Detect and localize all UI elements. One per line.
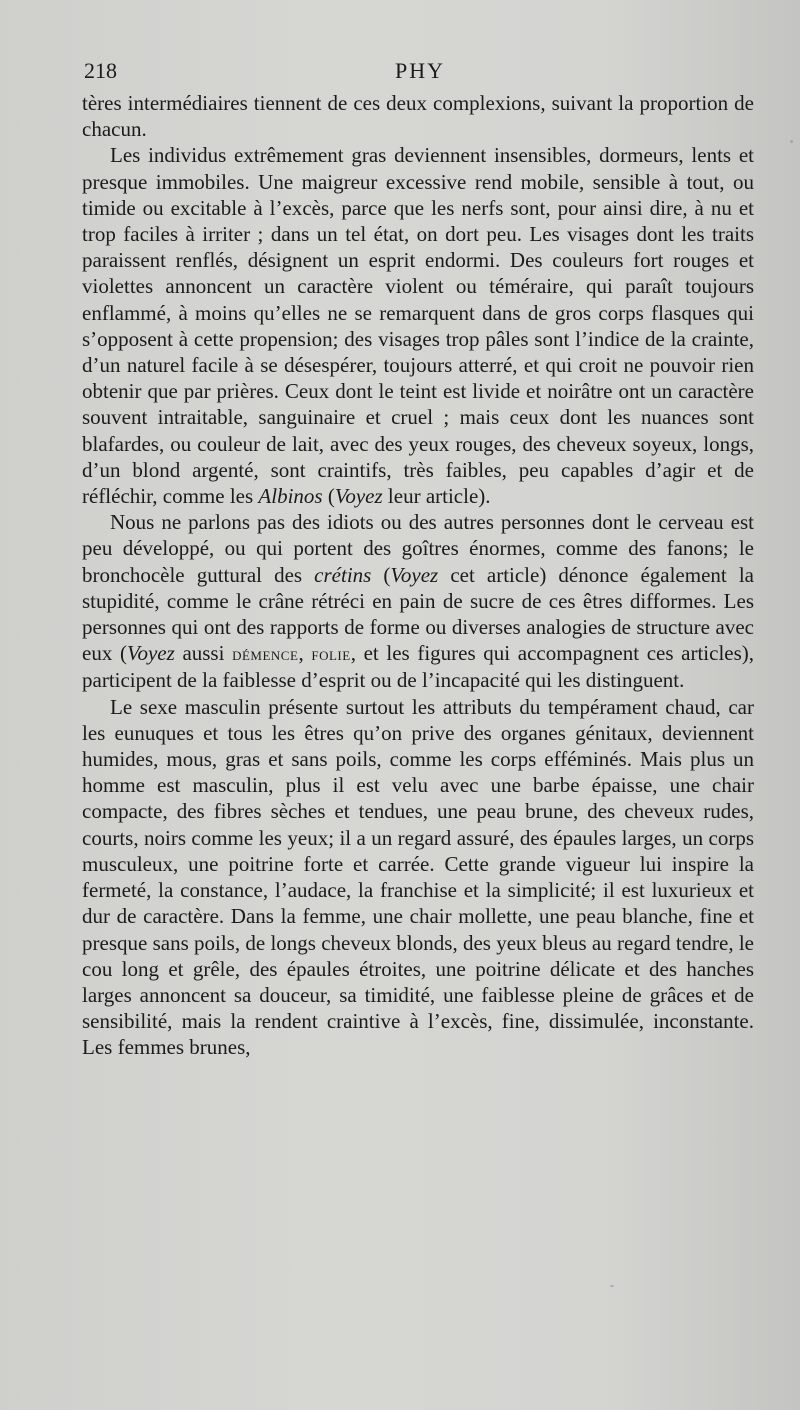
paper-speck [610, 1285, 614, 1287]
small-caps-text: démence [232, 644, 299, 665]
italic-text: Voyez [390, 562, 439, 587]
italic-text: Voyez [334, 484, 383, 509]
paragraph-text: , [298, 641, 312, 666]
paragraph-text: tères intermédiaires tiennent de ces deux complexions, suivant la proportion de chacun. [82, 91, 754, 142]
paragraph-text: cet article) dénonce également la stupidité, comme le crâne rétréci en pain de sucre de ces êtres difformes. Les personnes qui ont des rapports de forme ou diverses analogies de structure avec eux ( [82, 562, 754, 666]
page-number: 218 [84, 58, 117, 83]
italic-text: Albinos [258, 484, 323, 509]
paragraph [82, 509, 754, 693]
paragraph [82, 90, 754, 142]
paragraph-text: aussi [174, 641, 233, 666]
paragraph-text: ( [322, 484, 335, 509]
paragraph [82, 694, 754, 1061]
small-caps-text: folie [311, 644, 351, 665]
paper-speck [790, 140, 793, 143]
paragraph-text: leur article). [382, 484, 491, 509]
italic-text: Voyez [126, 641, 175, 666]
running-head [84, 58, 756, 88]
paragraph-text: ( [371, 562, 391, 587]
paragraph-text: Les individus extrêmement gras deviennent insensibles, dormeurs, lents et presque immobiles. Une maigreur excessive rend mobile, sensible à tout, ou timide ou excitable à l’excès, parce que les nerfs sont, pour ainsi dire, à nu et trop faciles à irriter ; dans un tel état, on dort peu. Les visages dont les traits paraissent renflés, désignent un esprit endormi. Des couleurs fort rouges et violettes annoncent un caractère violent ou téméraire, qui paraît toujours enflammé, à moins qu’elles ne se remarquent dans de gros corps flasques qui s’opposent à cette propension; des visages trop pâles sont l’indice de la crainte, d’un naturel facile à se désespérer, toujours atterré, et qui croit ne pouvoir rien obtenir que par prières. Ceux dont le teint est livide et noirâtre ont un caractère souvent intraitable, sanguinaire et cruel ; mais ceux dont les nuances sont blafardes, ou couleur de lait, avec des yeux rouges, des cheveux soyeux, longs, d’un blond argenté, sont craintifs, très faibles, peu capables d’agir et de réfléchir, comme les [82, 143, 754, 509]
paragraph-text: Nous ne parlons pas des idiots ou des autres personnes dont le cerveau est peu développé, ou qui portent des goîtres énormes, comme des fanons; le bronchocèle guttural des [82, 510, 754, 587]
running-title: PHY [394, 58, 445, 83]
paragraph-text: Le sexe masculin présente surtout les attributs du tempérament chaud, car les eunuques et tous les êtres qu’on prive des organes génitaux, deviennent humides, mous, gras et sans poils, comme les corps efféminés. Mais plus un homme est masculin, plus il est velu avec une barbe épaisse, une chair compacte, des fibres sèches et tendues, une peau brune, des cheveux rudes, courts, noirs comme les yeux; il a un regard assuré, des épaules larges, un corps musculeux, une poitrine forte et carrée. Cette grande vigueur lui inspire la fermeté, la constance, l’audace, la franchise et la simplicité; il est luxurieux et dur de caractère. Dans la femme, une chair mollette, une peau blanche, fine et presque sans poils, de longs cheveux blonds, des yeux bleus au regard tendre, le cou long et grêle, des épaules étroites, une poitrine délicate et des hanches larges annoncent sa douceur, sa timidité, une faiblesse pleine de grâces et de sensibilité, mais la rendent craintive à l’excès, fine, dissimulée, inconstante. Les femmes brunes, [82, 694, 754, 1060]
paragraph-text: , et les figures qui accompagnent ces articles), participent de la faiblesse d’esprit ou de l’incapacité qui les distinguent. [82, 641, 755, 693]
paragraph [82, 142, 754, 509]
italic-text: crétins [314, 562, 372, 587]
body-text [82, 90, 754, 1061]
